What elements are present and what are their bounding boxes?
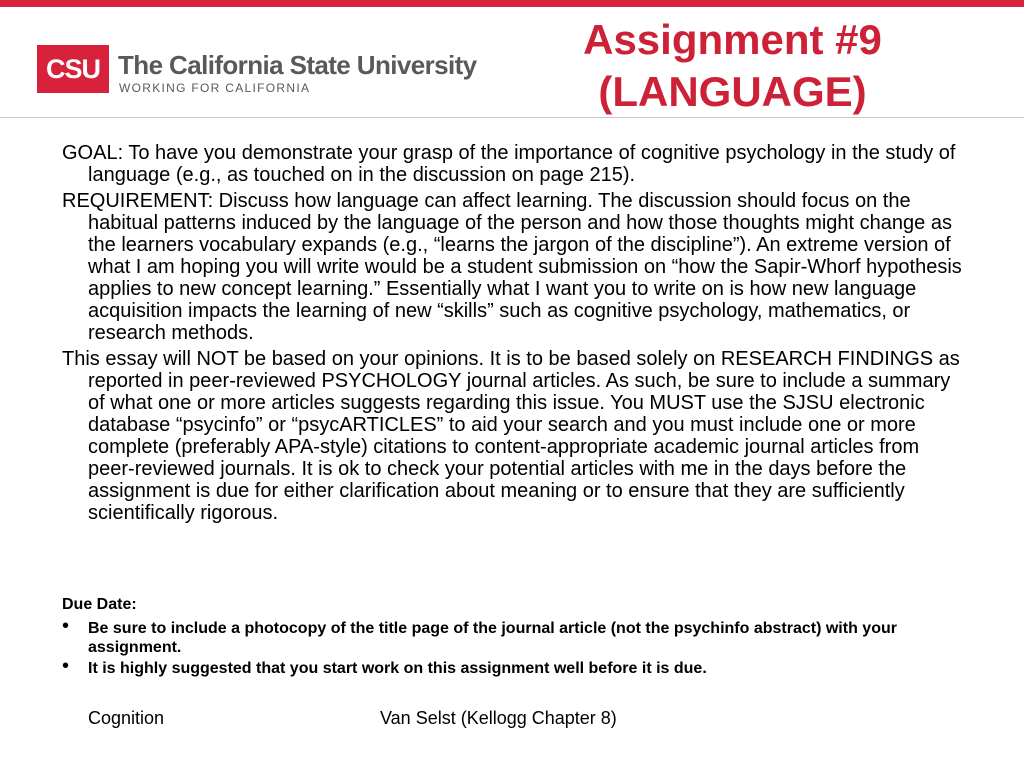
requirement-paragraph: REQUIREMENT: Discuss how language can affect learning. The discussion should focus on the habitual patterns induced by the language of the person and how those thoughts might change as the learners vocabulary expands (e.g., “learns the jargon of the discipline”). An extreme version of what I am hoping you will write would be a student submission on “how the Sapir-Whorf hypothesis applies to new concept learning.” Essentially what I want you to write on is how new language acquisition impacts the learning of new “skills” such as cognitive psychology, mathematics, or research methods. (62, 190, 962, 344)
csu-logo-name: The California State University (118, 50, 477, 80)
list-item (62, 615, 968, 657)
goal-paragraph: GOAL: To have you demonstrate your grasp of the importance of cognitive psychology in the study of language (e.g., as touched on in the discussion on page 215). (62, 142, 956, 186)
bullet-text: Be sure to include a photocopy of the title page of the journal article (not the psychinfo abstract) with your assignment. (88, 620, 897, 656)
top-accent-bar (0, 0, 1024, 7)
csu-logo-mark: CSU (37, 45, 109, 93)
due-date-bullets (62, 615, 968, 678)
slide-title-line-2: (LANGUAGE) (598, 68, 867, 115)
slide-title (540, 14, 925, 118)
due-date-label: Due Date: (62, 596, 137, 613)
footer-course: Cognition (88, 708, 165, 728)
due-date-section (62, 595, 968, 680)
research-paragraph: This essay will NOT be based on your opinions. It is to be based solely on RESEARCH FINDINGS as reported in peer-reviewed PSYCHOLOGY journal articles. As such, be sure to include a summary of what one or more articles suggests regarding this issue. You MUST use the SJSU electronic database “psycinfo” or “psycARTICLES” to aid your search and you must include one or more complete (preferably APA-style) citations to content-appropriate academic journal articles from peer-reviewed journals. It is ok to check your potential articles with me in the days before the assignment is due for either clarification about meaning or to ensure that they are sufficiently scientifically rigorous. (62, 348, 960, 524)
header-divider (0, 117, 1024, 118)
list-item (62, 655, 968, 678)
assignment-body (62, 142, 968, 528)
csu-logo-tagline: WORKING FOR CALIFORNIA (119, 81, 311, 95)
bullet-icon: • (62, 655, 70, 677)
bullet-text: It is highly suggested that you start work on this assignment well before it is due. (88, 660, 707, 677)
bullet-icon: • (62, 615, 70, 637)
slide-title-line-1: Assignment #9 (583, 16, 882, 63)
footer-author: Van Selst (Kellogg Chapter 8) (380, 708, 617, 728)
